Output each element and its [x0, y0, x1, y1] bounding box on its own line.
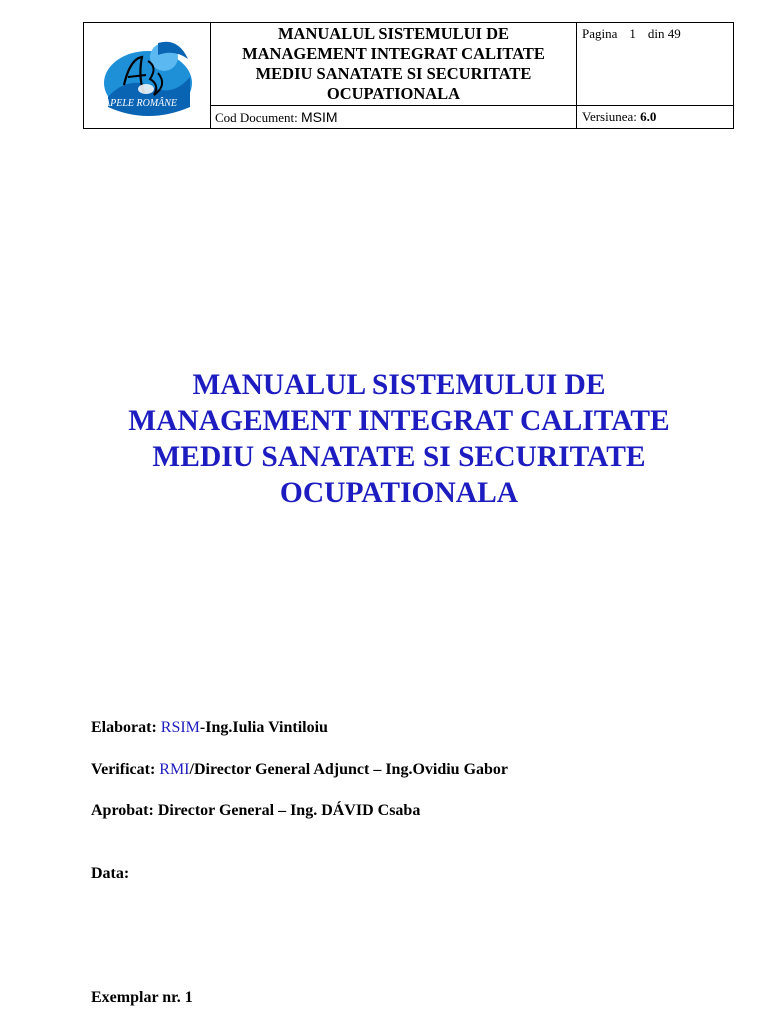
document-code [211, 106, 577, 128]
page-label: Pagina [582, 26, 618, 41]
page-number: 1 [629, 26, 636, 41]
main-title [84, 367, 714, 511]
main-title-line: OCUPATIONALA [279, 477, 519, 509]
verificat-role: RMI [159, 761, 190, 778]
main-title-line: MANUALUL SISTEMULUI DE [192, 369, 606, 401]
elaborat-role: RSIM [160, 719, 200, 736]
logo-cell [84, 23, 211, 128]
elaborat-label: Elaborat: [91, 719, 157, 736]
data-label: Data: [91, 865, 130, 882]
verificat-line [91, 761, 508, 779]
header-title-line: MANUALUL SISTEMULUI DE [277, 24, 510, 43]
main-title-line: MEDIU SANATATE SI SECURITATE [152, 441, 646, 473]
main-title-line: MANAGEMENT INTEGRAT CALITATE [128, 405, 670, 437]
version-label: Versiunea: [582, 109, 637, 124]
document-code-value: MSIM [300, 109, 338, 125]
page-counter [577, 23, 733, 106]
document-code-label: Cod Document: [215, 110, 298, 125]
page-total: din 49 [647, 26, 681, 41]
exemplar-number: Exemplar nr. 1 [91, 989, 193, 1006]
version-value: 6.0 [640, 109, 657, 124]
verificat-label: Verificat: [91, 761, 156, 778]
header-title [211, 23, 577, 106]
elaborat-person: -Ing.Iulia Vintiloiu [199, 719, 328, 736]
header-title-line: MANAGEMENT INTEGRAT CALITATE [242, 44, 545, 63]
header-title-line: OCUPATIONALA [326, 84, 461, 103]
elaborat-line [91, 719, 328, 737]
document-header-table [83, 22, 734, 129]
aprobat-line: Aprobat: Director General – Ing. DÁVID Csaba [91, 802, 421, 819]
logo-text: APELE ROMÂNE [104, 98, 178, 109]
verificat-person: /Director General Adjunct – Ing.Ovidiu Gabor [189, 761, 509, 778]
header-title-line: MEDIU SANATATE SI SECURITATE [255, 64, 532, 83]
document-version [577, 106, 733, 128]
